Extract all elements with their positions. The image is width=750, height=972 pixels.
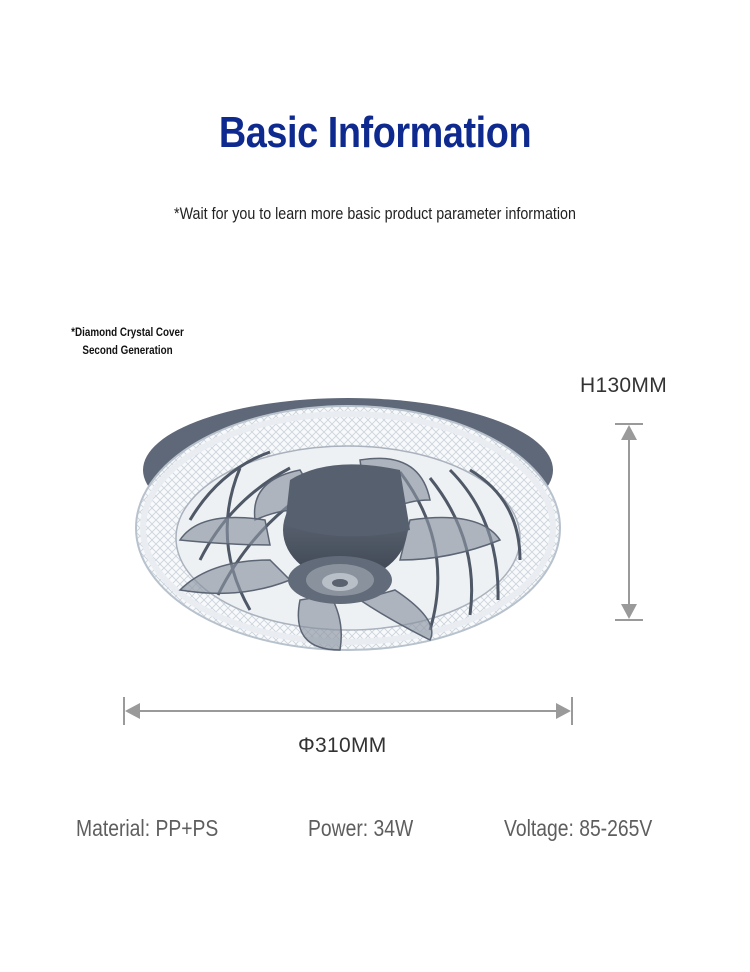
cover-note: *Diamond Crystal Cover Second Generation <box>71 325 184 357</box>
spec-row <box>0 815 750 849</box>
height-arrow-top <box>621 425 637 440</box>
spec-material: Material: PP+PS <box>76 815 219 841</box>
height-arrow-bottom <box>621 604 637 619</box>
diameter-arrow-left <box>125 703 140 719</box>
spec-voltage: Voltage: 85-265V <box>504 815 653 841</box>
spec-power: Power: 34W <box>308 815 414 841</box>
diameter-label: Φ310MM <box>298 734 387 757</box>
diameter-arrow-right <box>556 703 571 719</box>
height-label: H130MM <box>580 374 667 397</box>
page-subtitle: *Wait for you to learn more basic product parameter information <box>174 204 576 223</box>
page-title: Basic Information <box>218 108 532 157</box>
